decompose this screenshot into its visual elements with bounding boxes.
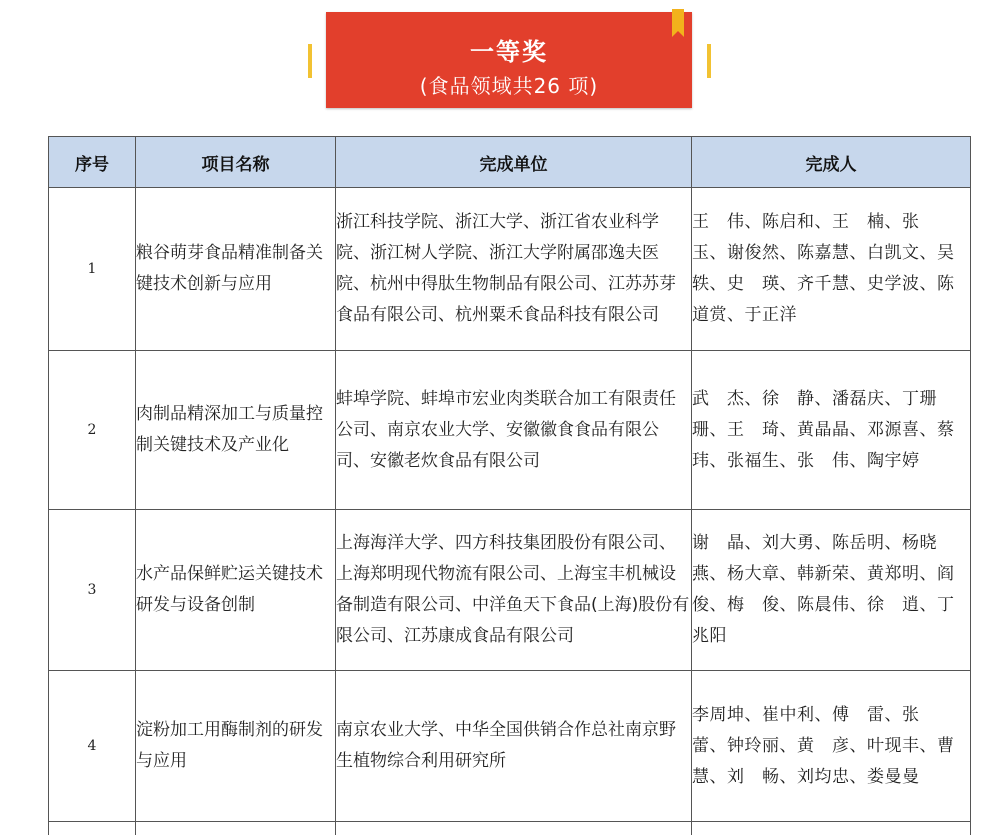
- completers: 王 伟、陈启和、王 楠、张 玉、谢俊然、陈嘉慧、白凯文、吴 轶、史 瑛、齐千慧、史学波、陈道赏、于正洋: [692, 188, 971, 351]
- right-accent-bar: [707, 44, 711, 78]
- table-row: [49, 510, 971, 671]
- table-header-row: [49, 137, 971, 188]
- row-number: 3: [49, 510, 136, 671]
- bookmark-ribbon-icon: [672, 9, 684, 31]
- completers: 谢 晶、刘大勇、陈岳明、杨晓燕、杨大章、韩新荣、黄郑明、阎 俊、梅 俊、陈晨伟、徐 逍、丁兆阳: [692, 510, 971, 671]
- table-row: [49, 671, 971, 822]
- table-row-partial: [49, 822, 971, 835]
- completing-unit: 南京农业大学、中华全国供销合作总社南京野生植物综合利用研究所: [336, 671, 692, 822]
- project-name: 水产品保鲜贮运关键技术研发与设备创制: [136, 510, 336, 671]
- completers: 李周坤、崔中利、傅 雷、张 蕾、钟玲丽、黄 彦、叶现丰、曹 慧、刘 畅、刘均忠、娄曼曼: [692, 671, 971, 822]
- table-row: [49, 188, 971, 351]
- project-name: [136, 822, 336, 835]
- row-number: 4: [49, 671, 136, 822]
- award-banner: [326, 12, 692, 108]
- award-title: 一等奖: [470, 38, 548, 66]
- table-row: [49, 351, 971, 510]
- project-name: 淀粉加工用酶制剂的研发与应用: [136, 671, 336, 822]
- completers: [692, 822, 971, 835]
- left-accent-bar: [308, 44, 312, 78]
- project-name: 肉制品精深加工与质量控制关键技术及产业化: [136, 351, 336, 510]
- row-number: 1: [49, 188, 136, 351]
- completing-unit: 上海海洋大学、四方科技集团股份有限公司、上海郑明现代物流有限公司、上海宝丰机械设备制造有限公司、中洋鱼天下食品(上海)股份有限公司、江苏康成食品有限公司: [336, 510, 692, 671]
- award-subtitle: (食品领域共26 项): [419, 74, 599, 98]
- header-project-name: 项目名称: [136, 137, 336, 188]
- row-number: 2: [49, 351, 136, 510]
- row-number: [49, 822, 136, 835]
- completing-unit: [336, 822, 692, 835]
- header-people: 完成人: [692, 137, 971, 188]
- completers: 武 杰、徐 静、潘磊庆、丁珊珊、王 琦、黄晶晶、邓源喜、蔡 玮、张福生、张 伟、陶宇婷: [692, 351, 971, 510]
- award-table: [48, 136, 971, 835]
- project-name: 粮谷萌芽食品精准制备关键技术创新与应用: [136, 188, 336, 351]
- header-unit: 完成单位: [336, 137, 692, 188]
- completing-unit: 蚌埠学院、蚌埠市宏业肉类联合加工有限责任公司、南京农业大学、安徽徽食食品有限公司、安徽老炊食品有限公司: [336, 351, 692, 510]
- completing-unit: 浙江科技学院、浙江大学、浙江省农业科学院、浙江树人学院、浙江大学附属邵逸夫医院、杭州中得肽生物制品有限公司、江苏苏芽食品有限公司、杭州粟禾食品科技有限公司: [336, 188, 692, 351]
- header-no: 序号: [49, 137, 136, 188]
